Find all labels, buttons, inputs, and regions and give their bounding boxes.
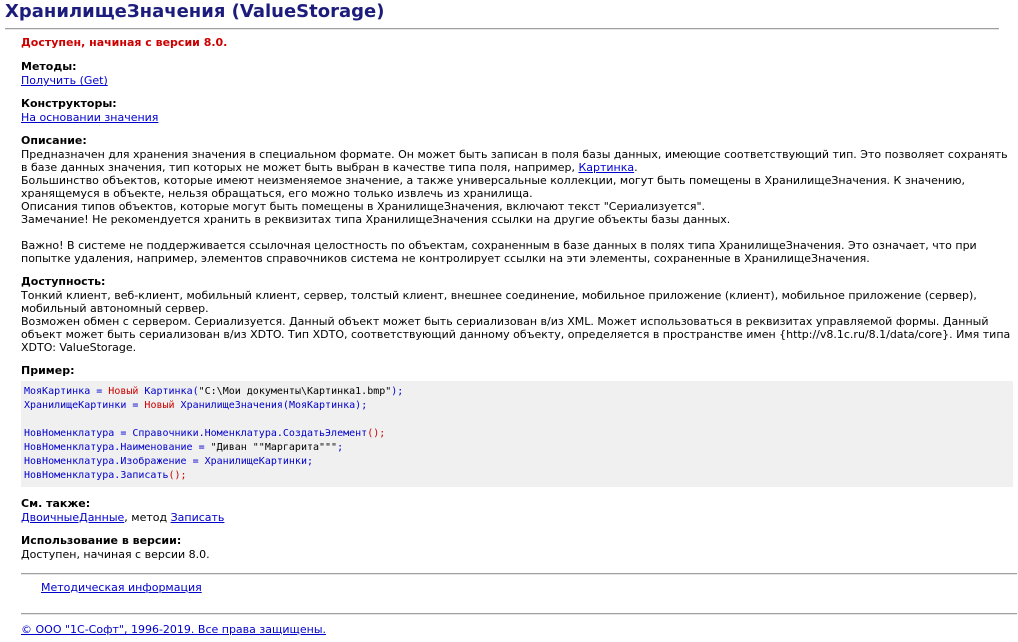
description-heading: Описание:: [21, 134, 87, 147]
description-paragraph: Описания типов объектов, которые могут быть помещены в ХранилищеЗначения, включают текст "Сериализуется".: [21, 200, 706, 213]
available-since-notice: Доступен, начиная с версии 8.0.: [21, 36, 228, 49]
picture-type-link[interactable]: Картинка: [578, 161, 635, 174]
availability-paragraph: Тонкий клиент, веб-клиент, мобильный клиент, сервер, толстый клиент, внешнее соединение, мобильное приложение (клиент), мобильное приложение (сервер), мобильный автономный сервер.: [21, 289, 977, 315]
description-important: Важно! В системе не поддерживается ссылочная целостность по объектам, сохраненным в базе данных в полях типа ХранилищеЗначения. Это означает, что при попытке удаления, например, элементов справочников система не контролирует ссылки на эти элементы, сохраненные в ХранилищеЗначения.: [21, 239, 977, 265]
description-text-end: .: [634, 161, 638, 174]
code-line: МояКартинка = Новый Картинка("C:\Мои документы\Картинка1.bmp");: [24, 386, 404, 397]
method-get-link[interactable]: Получить (Get): [21, 74, 108, 87]
page-title: ХранилищеЗначения (ValueStorage): [5, 1, 385, 22]
version-usage-heading: Использование в версии:: [21, 534, 182, 547]
see-also-separator: , метод: [124, 511, 171, 524]
version-usage-text: Доступен, начиная с версии 8.0.: [21, 548, 210, 561]
methods-list: [21, 74, 1013, 87]
code-line: НовНоменклатура = Справочники.Номенклатура.СоздатьЭлемент();: [24, 428, 386, 439]
footer-divider-bottom: [21, 613, 1017, 615]
constructor-by-value-link[interactable]: На основании значения: [21, 111, 159, 124]
see-also-body: [21, 511, 1013, 524]
description-paragraph: [21, 148, 1013, 174]
footer-divider-top: [21, 573, 1017, 575]
title-divider: [5, 28, 999, 30]
article-content: [21, 36, 1013, 561]
binary-data-link[interactable]: ДвоичныеДанные: [21, 511, 125, 524]
methods-heading: Методы:: [21, 60, 77, 73]
code-example: [21, 381, 1013, 487]
copyright-link[interactable]: © ООО "1С-Софт", 1996-2019. Все права защищены.: [21, 623, 326, 636]
description-text: Предназначен для хранения значения в специальном формате. Он может быть записан в поля базы данных, имеющие соответствующий тип. Это позволяет сохранять в базе данных значения, тип которых не может быть выбран в качестве типа поля, например,: [21, 148, 1008, 174]
availability-body: [21, 289, 1013, 354]
availability-paragraph: Возможен обмен с сервером. Сериализуется. Данный объект может быть сериализован в/из XML. Может использоваться в реквизитах управляемой формы. Данный объект может быть сериализован в/из XDTO. Тип XDTO, соответствующий данному объекту, определяется в пространстве имен {http://v8.1c.ru/8.1/data/core}. Имя типа XDTO: ValueStorage.: [21, 315, 1011, 354]
example-heading: Пример:: [21, 364, 75, 377]
code-line: НовНоменклатура.Записать();: [24, 470, 187, 481]
code-line: ХранилищеКартинки = Новый ХранилищеЗначения(МояКартинка);: [24, 400, 368, 411]
constructors-list: [21, 111, 1013, 124]
method-info-link[interactable]: Методическая информация: [41, 581, 202, 594]
code-line: НовНоменклатура.Изображение = ХранилищеКартинки;: [24, 456, 314, 467]
see-also-heading: См. также:: [21, 497, 91, 510]
description-body: [21, 148, 1013, 265]
description-note: Замечание! Не рекомендуется хранить в реквизитах типа ХранилищеЗначения ссылки на другие объекты базы данных.: [21, 213, 731, 226]
constructors-heading: Конструкторы:: [21, 97, 117, 110]
availability-heading: Доступность:: [21, 275, 106, 288]
code-line: НовНоменклатура.Наименование = "Диван ""Маргарита""";: [24, 442, 344, 453]
description-paragraph: Большинство объектов, которые имеют неизменяемое значение, а также универсальные коллекции, могут быть помещены в ХранилищеЗначения. К значению, хранящемуся в объекте, нельзя обращаться, его можно только извлечь из хранилища.: [21, 174, 966, 200]
write-method-link[interactable]: Записать: [170, 511, 225, 524]
